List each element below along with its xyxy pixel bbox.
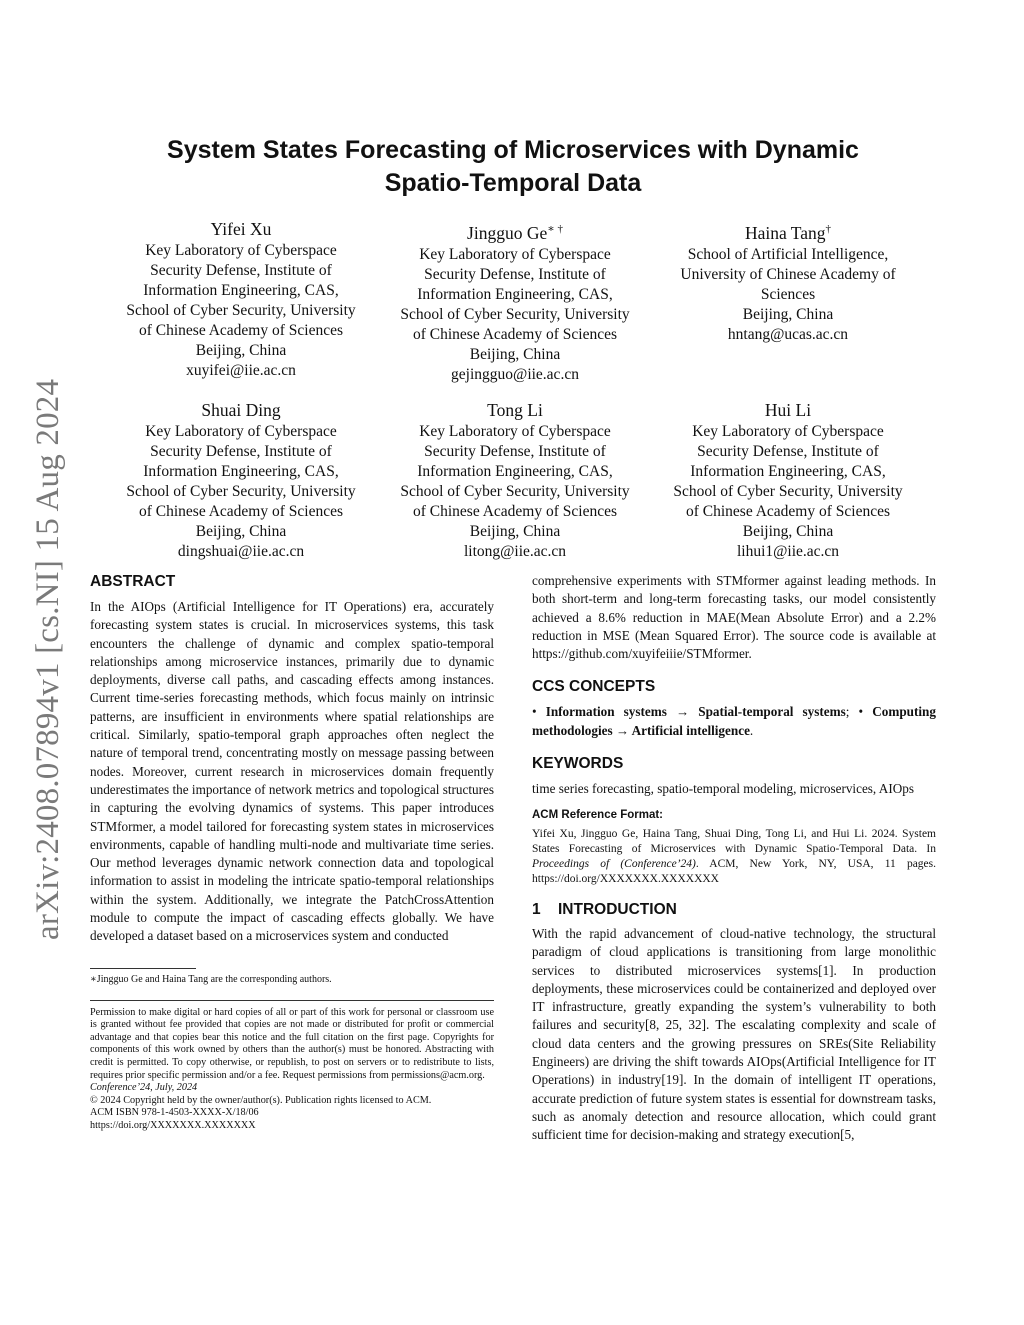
isbn-line: ACM ISBN 978-1-4503-XXXX-X/18/06	[90, 1107, 259, 1119]
ccs-heading: CCS CONCEPTS	[532, 678, 656, 696]
ccs-item-computing-methodologies: Computing methodologies → Artificial intelligence	[532, 704, 936, 738]
author-email: gejingguo@iie.ac.cn	[451, 365, 579, 383]
corresponding-mark: ∗ †	[547, 223, 563, 235]
permission-notice: Permission to make digital or hard copies of all or part of this work for personal or classroom use is granted without fee provided that copies are not made or distributed for profit or commercial advantage and that copies bear this notice and the full citation on the first page. Copyrights for components of this work owned by others than the author(s) must be honored. Abstracting with credit is permitted. To copy otherwise, or republish, to post on servers or to redistribute to lists, requires prior specific permission and/or a fee. Request permissions from permissions@acm.org.	[90, 1006, 494, 1081]
affiliation-line: of Chinese Academy of Sciences	[412, 502, 618, 520]
permission-divider	[90, 1000, 494, 1001]
author-name: Shuai Ding	[201, 399, 281, 420]
affiliation-line: Beijing, China	[195, 342, 287, 359]
affiliation-line: Beijing, China	[195, 522, 287, 540]
author-card	[652, 218, 924, 385]
left-column	[90, 572, 494, 1133]
affiliation-line: Key Laboratory of Cyberspace	[145, 242, 337, 259]
affiliation-line: School of Cyber Security, University	[400, 305, 630, 323]
corresponding-mark: †	[825, 223, 832, 235]
introduction-heading: 1 INTRODUCTION	[532, 900, 677, 918]
author-name: Yifei Xu	[210, 219, 272, 239]
affiliation-line: Security Defense, Institute of	[424, 265, 606, 283]
author-name: Haina Tang†	[744, 222, 832, 243]
affiliation-line: Beijing, China	[469, 345, 561, 363]
affiliation-line: Security Defense, Institute of	[697, 442, 879, 460]
acm-reference-heading: ACM Reference Format:	[532, 809, 663, 822]
author-name: Hui Li	[764, 399, 812, 420]
affiliation-line: Beijing, China	[742, 305, 834, 323]
affiliation-line: Security Defense, Institute of	[150, 262, 332, 279]
author-email: litong@iie.ac.cn	[463, 542, 567, 560]
affiliation-line: School of Cyber Security, University	[126, 302, 356, 319]
author-block	[104, 218, 924, 562]
author-name: Jingguo Ge∗ †	[467, 222, 563, 243]
affiliation-line: Beijing, China	[469, 522, 561, 540]
affiliation-line: of Chinese Academy of Sciences	[138, 502, 344, 520]
keywords-heading: KEYWORDS	[532, 755, 624, 773]
affiliation-line: Key Laboratory of Cyberspace	[419, 422, 611, 440]
affiliation-line: Key Laboratory of Cyberspace	[419, 245, 611, 263]
affiliation-line: Sciences	[760, 285, 816, 303]
affiliation-line: Security Defense, Institute of	[424, 442, 606, 460]
acm-reference-text: Yifei Xu, Jingguo Ge, Haina Tang, Shuai Ding, Tong Li, and Hui Li. 2024. System States Forecasting of Microservices with Dynamic Spatio-Temporal Data. In Proceedings of (Conference’24). ACM, New York, NY, USA, 11 pages. https://doi.org/XXXXXXX.XXXXXXX	[532, 827, 937, 885]
affiliation-line: Information Engineering, CAS,	[417, 285, 613, 303]
paper-title	[90, 134, 936, 200]
title-line-2: Spatio-Temporal Data	[384, 169, 642, 197]
author-card	[378, 218, 652, 385]
author-email: xuyifei@iie.ac.cn	[186, 362, 296, 379]
affiliation-line: Information Engineering, CAS,	[143, 462, 339, 480]
affiliation-line: of Chinese Academy of Sciences	[412, 325, 618, 343]
author-card	[378, 399, 652, 562]
right-column	[532, 572, 936, 1145]
ccs-concepts: • Information systems → Spatial-temporal systems; • Computing methodologies → Artificial intelligence.	[532, 704, 936, 738]
author-card	[104, 218, 378, 385]
affiliation-line: School of Cyber Security, University	[400, 482, 630, 500]
affiliation-line: of Chinese Academy of Sciences	[138, 322, 344, 339]
affiliation-line: of Chinese Academy of Sciences	[685, 502, 891, 520]
affiliation-line: Security Defense, Institute of	[150, 442, 332, 460]
author-email: dingshuai@iie.ac.cn	[177, 542, 305, 560]
affiliation-line: School of Cyber Security, University	[673, 482, 903, 500]
affiliation-line: Information Engineering, CAS,	[690, 462, 886, 480]
affiliation-line: School of Artificial Intelligence,	[687, 245, 889, 263]
author-email: hntang@ucas.ac.cn	[727, 325, 849, 343]
title-line-1: System States Forecasting of Microservices with Dynamic	[167, 136, 859, 164]
copyright-line: © 2024 Copyright held by the owner/author(s). Publication rights licensed to ACM.	[90, 1094, 432, 1106]
author-card	[104, 399, 378, 562]
author-card	[652, 399, 924, 562]
affiliation-line: School of Cyber Security, University	[126, 482, 356, 500]
arxiv-identifier: arXiv:2408.07894v1 [cs.NI] 15 Aug 2024	[30, 378, 66, 940]
author-email: lihui1@iie.ac.cn	[736, 542, 840, 560]
affiliation-line: University of Chinese Academy of	[680, 265, 896, 283]
conference-line: Conference’24, July, 2024	[90, 1082, 198, 1094]
introduction-text: With the rapid advancement of cloud-native technology, the structural paradigm of cloud applications is transitioning from large monolithic services to distributed microservices systems[1]. In production deployments, these microservices could be containerized and deployed over IT infrastructure, greatly expanding the system’s vulnerability to both failures and security[8, 25, 32]. The escalating complexity and scale of cloud data centers and the growing pressures on SREs(Site Reliability Engineers) are driving the shift towards AIOps(Artificial Intelligence for IT Operations) in industry[19]. In the domain of intelligent IT operations, accurate prediction of future system states is essential for downstream tasks, such as anomaly detection and resource allocation, which could grant sufficient time for decision-making and strategy execution[5,	[532, 925, 936, 1143]
keywords-text: time series forecasting, spatio-temporal modeling, microservices, AIOps	[532, 781, 914, 797]
footnote-divider	[90, 968, 196, 969]
affiliation-line: Key Laboratory of Cyberspace	[692, 422, 884, 440]
abstract-heading: ABSTRACT	[90, 573, 176, 590]
affiliation-line: Information Engineering, CAS,	[417, 462, 613, 480]
ccs-item-information-systems: Information systems → Spatial-temporal systems	[545, 704, 846, 720]
abstract-text: In the AIOps (Artificial Intelligence for IT Operations) era, accurately forecasting system states is crucial. In microservices systems, this task encounters the challenge of dynamic and complex spatio-temporal relationships among microservice instances, primarily due to dynamic deployments, diverse call paths, and cascading effects among instances. Current time-series forecasting methods, which focus mainly on intrinsic patterns, are insufficient in environments where spatial relationships are critical. Similarly, spatio-temporal graph approaches often neglect the nature of temporal trend, concentrating mostly on message passing between nodes. Moreover, current research in microservices domain frequently underestimates the importance of network metrics and topological structures in capturing the evolving dynamics of systems. This paper introduces STMformer, a model tailored for forecasting system states in microservices environments, capable of handling multi-node and multivariate time series. Our method leverages dynamic network connection data and topological information to assist in modeling the intricate spatio-temporal relationships within the system. Additionally, we integrate the PatchCrossAttention module to compute the impact of cascading effects globally. We have developed a dataset based on a microservices system and conducted	[90, 599, 494, 944]
author-name: Tong Li	[487, 399, 543, 420]
affiliation-line: Beijing, China	[742, 522, 834, 540]
affiliation-line: Information Engineering, CAS,	[143, 282, 339, 299]
corresponding-author-footnote: ∗Jingguo Ge and Haina Tang are the corresponding authors.	[90, 973, 332, 985]
abstract-continued: comprehensive experiments with STMformer against leading methods. In both short-term and long-term forecasting tasks, our model consistently achieved a 8.6% reduction in MAE(Mean Absolute Error) and a 2.2% reduction in MSE (Mean Squared Error). The source code is available at https://github.com/xuyifeiiie/STMformer.	[532, 573, 936, 662]
doi-line[interactable]: https://doi.org/XXXXXXX.XXXXXXX	[90, 1119, 256, 1131]
affiliation-line: Key Laboratory of Cyberspace	[145, 422, 337, 440]
